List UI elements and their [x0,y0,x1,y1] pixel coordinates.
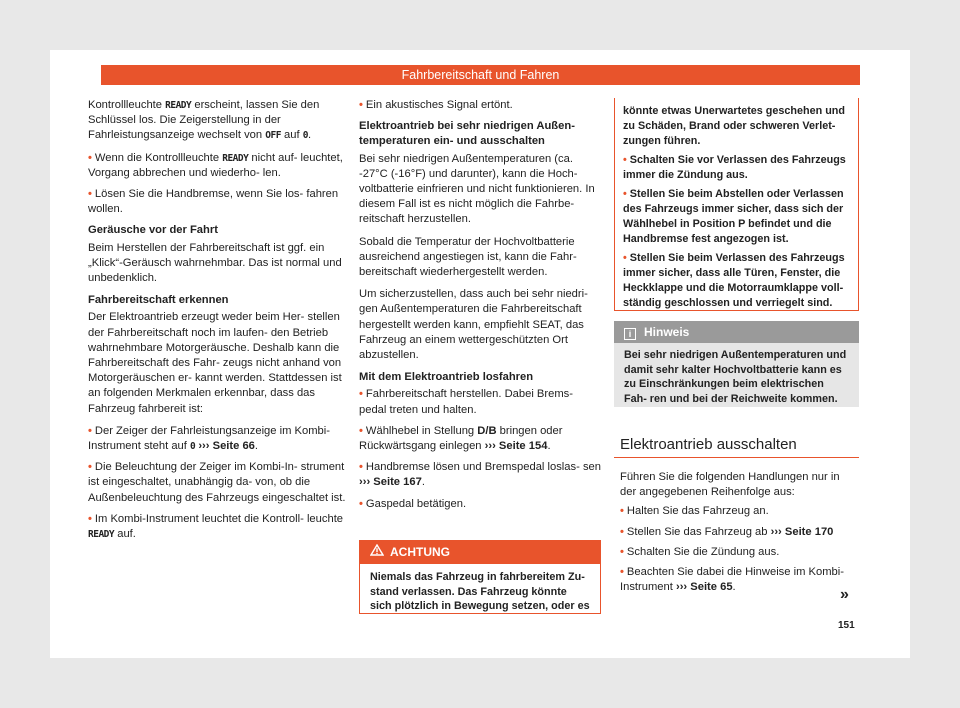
list-item: • Wählhebel in Stellung D/B bringen oder Rückwärtsgang einlegen ››› Seite 154. [359,424,563,453]
bullet-icon: • [620,525,624,538]
list-item: • Halten Sie das Fahrzeug an. [620,505,769,518]
list-item: • Beachten Sie dabei die Hinweise im Kombi- Instrument ››› Seite 65. [620,566,844,594]
list-item: • Lösen Sie die Handbremse, wenn Sie los- fahren wollen. [88,188,339,216]
ready-symbol: READY [165,100,192,111]
bullet-icon: • [88,424,92,437]
bullet-icon: • [359,99,363,111]
warning-text: Niemals das Fahrzeug in fahrbereitem Zu- stand verlassen. Das Fahrzeug könnte sich plötzlich in Bewegung setzen, oder es [370,571,590,612]
page-number: 151 [838,620,855,631]
paragraph: Sobald die Temperatur der Hochvoltbatterie ausreichend angestiegen ist, kann die Fahr- bereitschaft wiederhergestellt werden. [359,235,577,279]
page-reference-link[interactable]: ››› Seite 170 [770,525,834,538]
list-item: • Die Beleuchtung der Zeiger im Kombi-In- strument ist eingeschaltet, unabhängig da- von, ob die Außenbeleuchtung des Fahrzeugs eingeschaltet ist. [88,461,346,504]
note-box [614,321,859,407]
paragraph: Um sicherzustellen, dass auch bei sehr niedri- gen Außentemperaturen die Fahrbereitschaft hergestellt werden kann, empfiehlt SEAT, das Fahrzeug an einem wettergeschützten Ort abzustellen. [359,288,588,362]
list-item: • Schalten Sie die Zündung aus. [620,545,780,558]
bullet-icon: • [88,461,92,474]
page-header: Fahrbereitschaft und Fahren [101,65,860,85]
warning-box [359,540,601,614]
list-item: • Fahrbereitschaft herstellen. Dabei Brems- pedal treten und halten. [359,388,573,416]
off-symbol: OFF [265,130,281,142]
bullet-icon: • [620,566,624,579]
list-item: • Schalten Sie vor Verlassen des Fahrzeugs immer die Zündung aus. [623,154,846,181]
bullet-icon: • [620,505,624,518]
list-item: • Im Kombi-Instrument leuchtet die Kontroll- leuchte READY auf. [88,512,344,541]
ready-symbol: READY [88,529,115,541]
list-item: • Stellen Sie beim Abstellen oder Verlassen des Fahrzeugs immer sicher, dass sich der Wählhebel in Position P befindet und die Handbremse fest angezogen ist. [623,188,844,245]
list-item: • Gaspedal betätigen. [359,497,467,510]
zero-symbol: 0 [302,130,308,142]
page-reference-link[interactable]: ››› Seite 65 [675,581,733,594]
subheading: Elektroantrieb bei sehr niedrigen Außen- temperaturen ein- und ausschalten [359,120,575,148]
page-reference-link[interactable]: ››› Seite 167 [359,476,422,489]
note-header: i Hinweis [614,321,859,343]
bullet-icon: • [359,388,363,401]
paragraph: Beim Herstellen der Fahrbereitschaft ist ggf. ein „Klick“-Geräusch wahrnehmbar. Das ist normal und unbedenklich. [88,241,342,285]
list-item: • Der Zeiger der Fahrleistungsanzeige im Kombi-Instrument steht auf 0 ››› Seite 66. [88,424,330,453]
intro-paragraph: Kontrollleuchte READY erscheint, lassen Sie den Schlüssel los. Die Zeigerstellung in der Fahrleistungsanzeige wechselt von OFF auf 0. [88,99,320,142]
subheading: Mit dem Elektroantrieb losfahren [359,371,534,384]
column-2 [359,98,602,518]
section-body [620,470,855,600]
paragraph: Der Elektroantrieb erzeugt weder beim Her- stellen der Fahrbereitschaft noch im laufen- den Betrieb wahrnehmbare Motorgeräusche. Deshalb kann die Fahrbereitschaft des Fahr- zeugs nicht anhand von Motorgeräuschen er- kannt werden. Stattdessen ist an folgenden Merkmalen erkennbar, dass das Fahrzeug fahrbereit ist: [88,311,342,415]
bullet-icon: • [620,545,624,558]
ready-symbol: READY [222,152,249,164]
list-item: • Wenn die Kontrollleuchte READY nicht auf- leuchtet, Vorgang abbrechen und wiederho- len. [88,151,343,179]
bullet-icon: • [359,424,363,437]
subheading: Fahrbereitschaft erkennen [88,294,229,307]
bullet-icon: • [359,461,363,474]
bullet-icon: • [88,188,92,201]
warning-text: könnte etwas Unerwartetes geschehen und zu Schäden, Brand oder schweren Verlet- zungen führen. [623,105,845,147]
column-1 [88,98,350,548]
paragraph: Führen Sie die folgenden Handlungen nur in der angegebenen Reihenfolge aus: [620,471,840,499]
bullet-icon: • [359,497,363,510]
list-item: • Handbremse lösen und Bremspedal loslas- sen ››› Seite 167. [359,461,601,489]
warning-header: ACHTUNG [360,541,600,564]
continue-arrow-icon: » [840,586,849,603]
list-item: • Stellen Sie beim Verlassen des Fahrzeugs immer sicher, dass alle Türen, Fenster, die Heckklappe und die Motorraumklappe voll- ständig geschlossen und verriegelt sind. [623,252,845,309]
warning-triangle-icon [370,541,384,564]
page-reference-link[interactable]: ››› Seite 66 [198,440,255,453]
section-title: Elektroantrieb ausschalten [614,432,859,458]
list-item: • Ein akustisches Signal ertönt. [359,99,513,111]
zero-symbol: 0 [189,441,196,453]
bullet-icon: • [88,512,92,525]
paragraph: Bei sehr niedrigen Außentemperaturen (ca. -27°C (-16°F) und darunter), kann die Hoch- voltbatterie einfrieren und nicht funktionieren. In diesem Fall ist es nicht möglich die Fahrbe- reitschaft herzustellen. [359,152,595,226]
bullet-icon: • [88,151,92,164]
info-icon: i [624,328,636,340]
note-text: Bei sehr niedrigen Außentemperaturen und damit sehr kalter Hochvoltbatterie kann es zu Einschränkungen beim elektrischen Fah- ren und bei der Reichweite kommen. [624,349,847,405]
subheading: Geräusche vor der Fahrt [88,224,218,237]
bullet-icon: • [623,154,627,166]
list-item: • Stellen Sie das Fahrzeug ab ››› Seite 170 [620,525,834,538]
page-reference-link[interactable]: ››› Seite 154 [484,440,548,453]
bullet-icon: • [623,188,627,200]
bullet-icon: • [623,252,627,264]
warning-box-continued [614,98,859,311]
